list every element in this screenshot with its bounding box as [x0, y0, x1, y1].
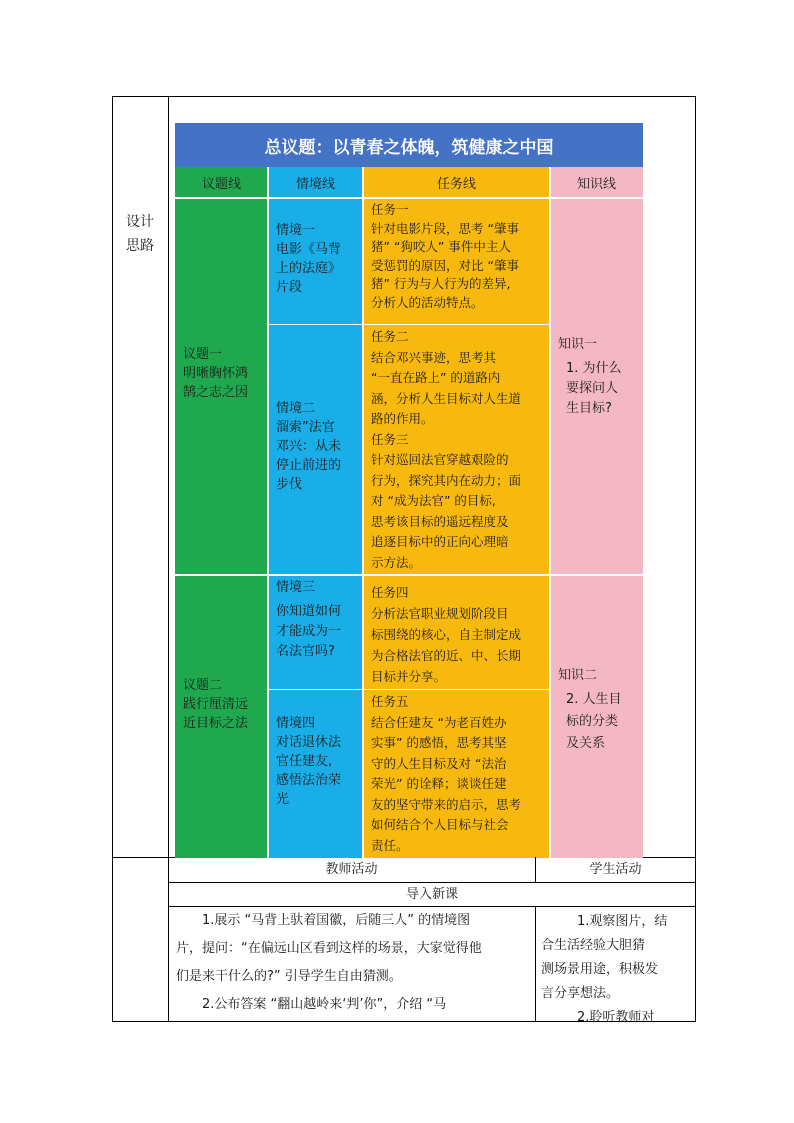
task-line: 实事” 的感悟，思考其坚 [371, 735, 507, 750]
side-label-line: 思路 [126, 238, 154, 254]
situation-line: 停止前进的 [276, 458, 342, 473]
situation-line: 邓兴：从未 [276, 439, 342, 454]
task-line: 责任。 [371, 837, 409, 853]
task-line: 标围绕的核心，自主制定成 [371, 627, 522, 642]
task-line: 友的坚守带来的启示，思考 [371, 796, 522, 812]
situation-line: 情境二 [276, 401, 316, 416]
task-line: 如何结合个人目标与社会 [371, 817, 509, 832]
task-5 [363, 690, 550, 858]
task-line: 结合邓兴事迹，思考其 [371, 349, 497, 365]
topic-line: 鹄之志之因 [183, 385, 249, 400]
task-line: 受惩罚的原因，对比 “肇事 [371, 257, 519, 273]
task-line: 针对巡回法官穿越艰险的 [371, 452, 509, 467]
topic-column [175, 198, 268, 858]
col-head-topic: 议题线 [175, 167, 268, 198]
student-line: 2.聆听教师对 [577, 1010, 655, 1025]
task-line: 任务一 [371, 202, 409, 217]
student-line: 合生活经验大胆猜 [541, 938, 646, 953]
task-line: 示方法。 [371, 554, 422, 570]
situation-line: 对话退休法 [276, 735, 342, 750]
task-line: 结合任建友 “为老百姓办 [371, 714, 507, 730]
situation-line: 溜索”法官 [276, 420, 335, 435]
task-line: 目标并分享。 [371, 669, 447, 684]
situation-line: 才能成为一 [276, 624, 342, 639]
task-1 [363, 199, 550, 314]
design-diagram [175, 123, 643, 858]
teacher-line: 1.展示 “马背上驮着国徽，后随三人” 的情境图 [202, 913, 471, 928]
col-head-knowledge: 知识线 [550, 167, 643, 198]
situation-line: 情境一 [276, 223, 316, 238]
task-line: 任务四 [371, 585, 409, 600]
side-label [112, 210, 168, 258]
task-line: 分析人的活动特点。 [371, 294, 484, 310]
situation-line: 片段 [276, 280, 303, 295]
side-label-line: 设计 [126, 214, 154, 230]
knowledge-column [550, 198, 643, 858]
situation-line: 情境三 [276, 580, 316, 595]
student-line: 1.观察图片，结 [577, 914, 668, 929]
task-line: 荣光” 的诠释；谈谈任建 [371, 776, 507, 791]
frame-top [112, 96, 696, 97]
task-line: 针对电影片段，思考 “肇事 [371, 220, 519, 236]
task-line: 追逐目标中的正向心理暗 [371, 534, 509, 549]
task-line: 行为，探究其内在动力；面 [371, 472, 522, 488]
teacher-line: 们是来干什么的?” 引导学生自由猜测。 [176, 969, 402, 984]
col-head-situation: 情境线 [268, 167, 363, 198]
situation-line: 感悟法治荣 [276, 773, 342, 788]
task-line: 任务五 [371, 694, 409, 709]
section-title: 导入新课 [405, 887, 458, 902]
task-line: 对 “成为法官” 的目标, [371, 493, 496, 508]
task-line: 任务二 [371, 329, 409, 344]
situation-line: 你知道如何 [276, 604, 342, 619]
col-head-task: 任务线 [363, 167, 550, 198]
activity-col-line [535, 906, 536, 1022]
task-line: 为合格法官的近、中、长期 [371, 648, 522, 663]
task-line: 涵，分析人生目标对人生道 [371, 390, 522, 406]
task-line: 猪” “狗咬人” 事件中主人 [371, 239, 511, 254]
student-activity-body [541, 910, 691, 1030]
situation-line: 名法官吗? [276, 644, 335, 659]
knowledge-line: 1. 为什么 [566, 361, 622, 376]
student-line: 测场景用途，积极发 [541, 962, 659, 977]
knowledge-line: 2. 人生目 [566, 692, 622, 707]
task-line: 猪” 行为与人行为的差异, [371, 276, 511, 291]
knowledge-line: 要探问人 [566, 381, 619, 396]
student-activity-header: 学生活动 [589, 862, 642, 877]
task-2-3 [363, 325, 550, 575]
teacher-line: 片，提问：“在偏远山区看到这样的场景，大家觉得他 [176, 941, 482, 956]
situation-line: 电影《马背 [276, 242, 342, 257]
situation-4 [268, 712, 363, 811]
topic-1 [175, 343, 268, 404]
topic-2 [175, 674, 268, 735]
situation-line: 步伐 [276, 477, 303, 492]
knowledge-line: 生目标? [566, 401, 612, 416]
task-line: 任务三 [371, 431, 409, 447]
situation-1 [268, 219, 363, 299]
situation-3 [268, 576, 363, 664]
topic-line: 明晰胸怀鸿 [183, 366, 249, 381]
topic-line: 议题一 [183, 347, 223, 362]
task-line: 路的作用。 [371, 411, 434, 426]
teacher-line: 2.公布答案 “翻山越岭来‘判’你”，介绍 “马 [202, 997, 447, 1012]
knowledge-line: 及关系 [566, 736, 606, 751]
topic-line: 践行厘清远 [183, 697, 249, 712]
task-line: 分析法官职业规划阶段目 [371, 606, 509, 621]
knowledge-line: 知识二 [558, 668, 598, 683]
student-line: 言分享想法。 [541, 986, 620, 1001]
topic-line: 议题二 [183, 678, 223, 693]
teacher-activity-body [176, 907, 532, 1019]
situation-line: 光 [276, 792, 290, 807]
diagram-title: 总议题：以青春之体魄，筑健康之中国 [175, 123, 643, 167]
topic-line: 近目标之法 [183, 716, 249, 731]
knowledge-line: 标的分类 [566, 714, 619, 729]
situation-line: 官任建友, [276, 754, 333, 769]
task-line: 思考该目标的遥远程度及 [371, 513, 509, 529]
task-line: “一直在路上” 的道路内 [371, 370, 501, 385]
task-4 [363, 580, 550, 689]
knowledge-line: 知识一 [558, 337, 598, 352]
situation-line: 上的法庭》 [276, 261, 342, 276]
situation-line: 情境四 [276, 716, 316, 731]
task-line: 守的人生目标及对 “法治 [371, 755, 507, 771]
teacher-activity-header: 教师活动 [325, 862, 378, 877]
knowledge-1 [550, 333, 643, 421]
situation-2 [268, 397, 363, 496]
knowledge-2 [550, 663, 643, 757]
